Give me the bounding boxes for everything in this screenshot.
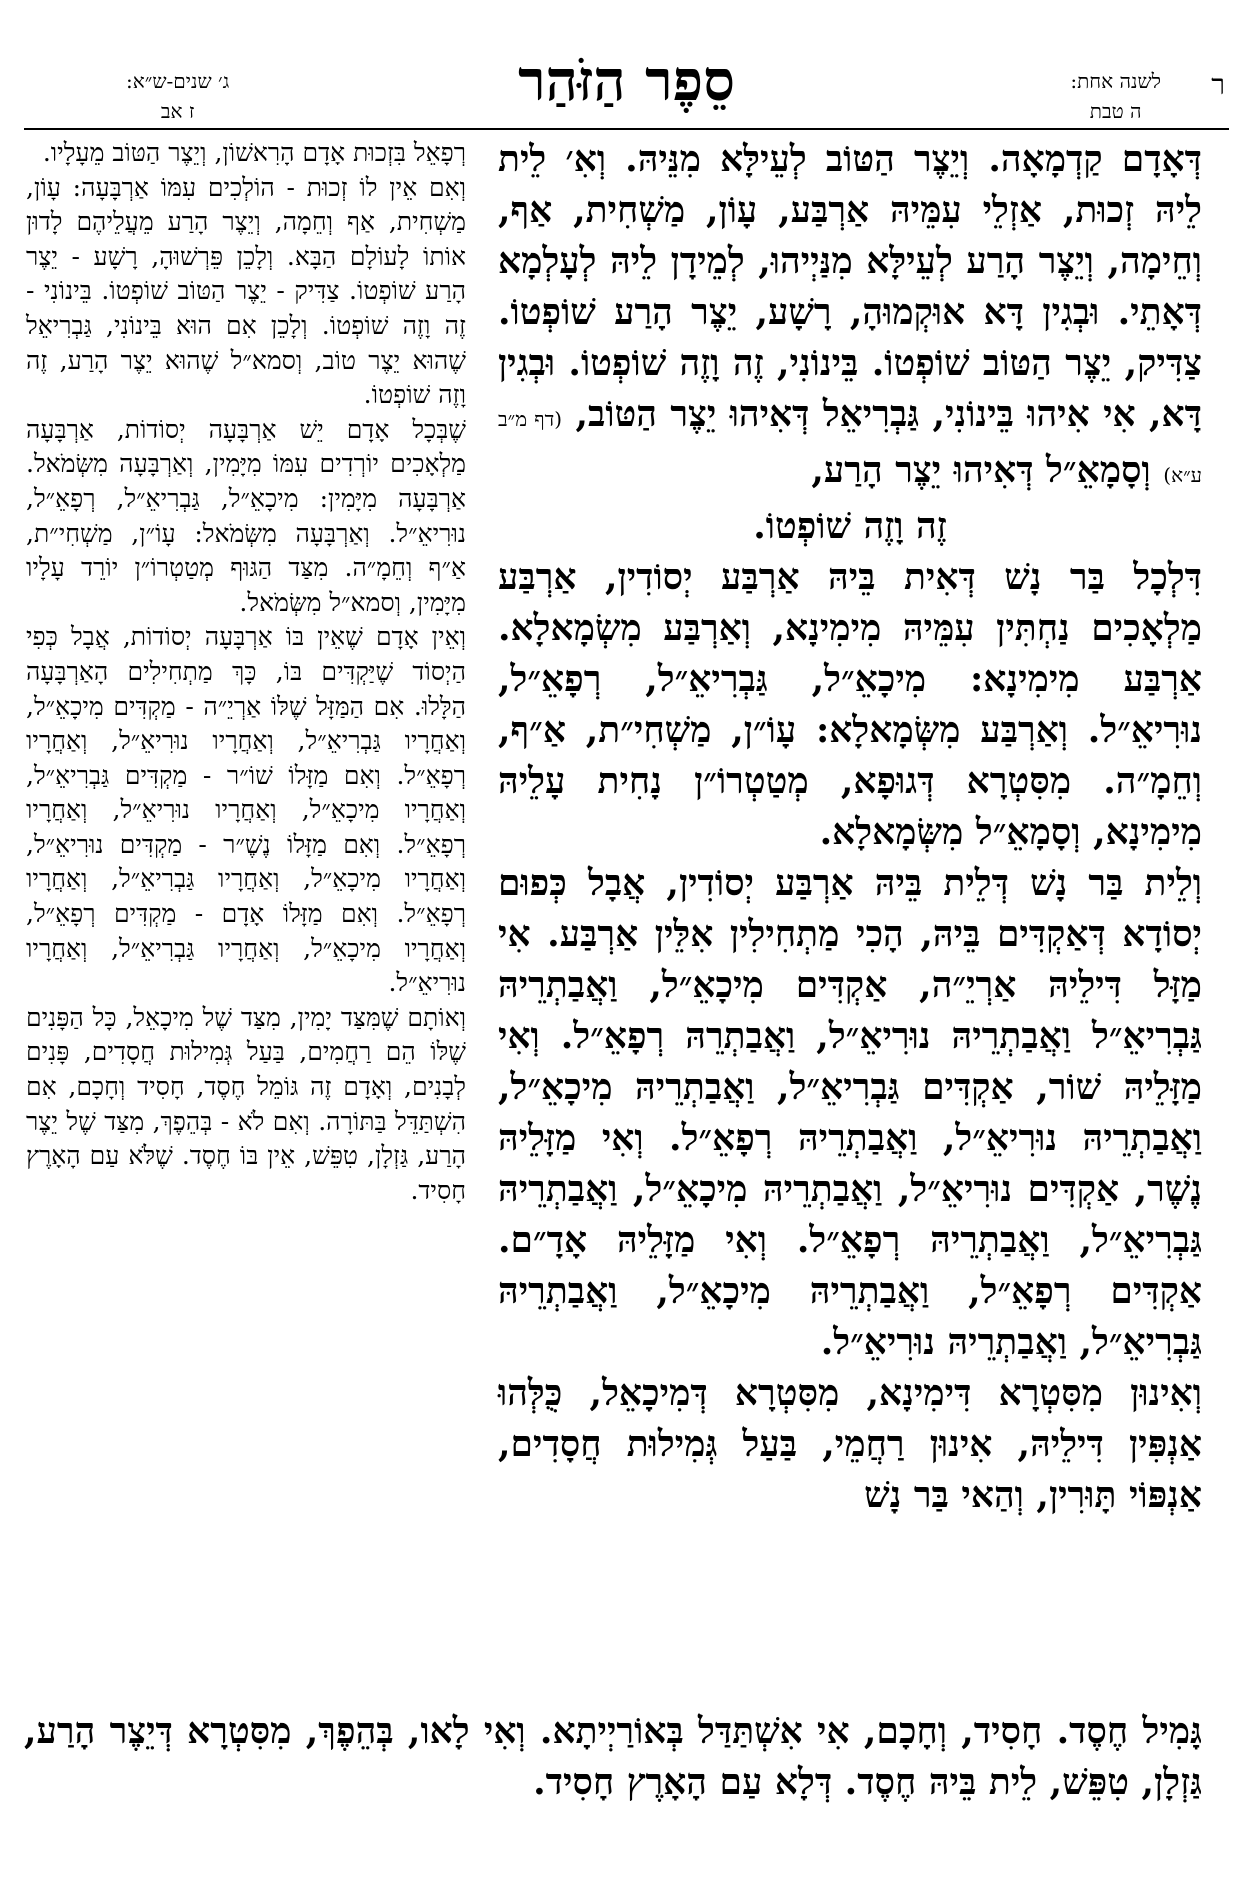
bottom-full-width-text xyxy=(24,1706,1202,1808)
aramaic-text-column xyxy=(498,134,1202,1521)
hebrew-translation-column xyxy=(26,136,466,1208)
schedule-date: ז אב xyxy=(160,99,195,123)
schedule-label: לשנה אחת: xyxy=(1070,69,1161,93)
main-paragraph: וְאִינוּן מִסִּטְרָא דִּימִינָא, מִסִּטְרָא דְּמִיכָאֵל, כֻּלְּהוּ אַנְפִּין דִּילֵיהּ, אִינוּן רַחֲמֵי, בַּעַל גְּמִילוּת חֲסָדִים, אַנְפּוֹי תָּוּרִין, וְהַאי בַּר נָשׁ xyxy=(498,1372,1202,1516)
schedule-label: ג׳ שנים-ש״א: xyxy=(126,69,230,93)
main-paragraph: דִּלְכָל בַּר נָשׁ דְּאִית בֵּיהּ אַרְבַּע יְסוֹדִין, אַרְבַּע מַלְאָכִים נַחְתִּין עִמֵּיהּ מִימִינָא, וְאַרְבַּע מִשְׂמָאלָא. אַרְבַּע מִימִינָא: מִיכָאֵ״ל, גַּבְרִיאֵ״ל, רְפָאֵ״ל, נוּרִיאֵ״ל. וְאַרְבַּע מִשְּׂמָאלָא: עָוֹ״ן, מַשְׁחִי״ת, אַ״ף, וְחֵמָ״ה. מִסִּטְרָא דְּגוּפָא, מְטַטְרוֹ״ן נָחִית עָלֵיהּ מִימִינָא, וְסָמָאֵ״ל מִשְּׂמָאלָא. xyxy=(498,556,1202,853)
page-header xyxy=(0,0,1253,123)
book-title: סֵפֶר הַזֹּהַר xyxy=(518,48,735,114)
side-paragraph: וְאוֹתָם שֶׁמִּצַּד יָמִין, מִצַּד שֶׁל מִיכָאֵל, כָּל הַפָּנִים שֶׁלּוֹ הֵם רַחֲמִים, בַּעַל גְּמִילוּת חֲסָדִים, פָּנִים לְבָנִים, וְאָדָם זֶה גּוֹמֵל חֶסֶד, חָסִיד וְחָכָם, אִם הִשְׁתַּדֵּל בַּתּוֹרָה. וְאִם לֹא - בְּהֵפֶךְ, מִצַּד שֶׁל יֵצֶר הָרַע, גַּזְלָן, טִפֵּשׁ, אֵין בּוֹ חֶסֶד. שֶׁלֹּא עַם הָאָרֶץ חָסִיד. xyxy=(26,1002,466,1205)
main-paragraph: וְלֵית בַּר נָשׁ דְּלֵית בֵּיהּ אַרְבַּע יְסוֹדִין, אֲבָל כְּפוּם יְסוֹדָא דְּאַקְדִּים בֵּיהּ, הָכִי מַתְחִילִין אִלֵּין אַרְבַּע. אִי מַזָּל דִּילֵיהּ אַרְיֵ״ה, אַקְדִּים מִיכָאֵ״ל, וַאֲבַתְרֵיהּ גַּבְרִיאֵ״ל וַאֲבַתְרֵיהּ נוּרִיאֵ״ל, וַאֲבַתְרֵהּ רְפָאֵ״ל. וְאִי מַזָּלֵיהּ שׁוֹר, אַקְדִּים גַּבְרִיאֵ״ל, וַאֲבַתְרֵיהּ מִיכָאֵ״ל, וַאֲבַתְרֵיהּ נוּרִיאֵ״ל, וַאֲבַתְרֵיהּ רְפָאֵ״ל. וְאִי מַזָּלֵיהּ נֶשֶׁר, אַקְדִּים נוּרִיאֵ״ל, וַאֲבַתְרֵיהּ מִיכָאֵ״ל, וַאֲבַתְרֵיהּ גַּבְרִיאֵ״ל, וַאֲבַתְרֵיהּ רְפָאֵ״ל. וְאִי מַזָּלֵיהּ אָדָ״ם. אַקְדִּים רְפָאֵ״ל, וַאֲבַתְרֵיהּ מִיכָאֵ״ל, וַאֲבַתְרֵיהּ גַּבְרִיאֵ״ל, וַאֲבַתְרֵיהּ נוּרִיאֵ״ל. xyxy=(498,862,1202,1363)
side-paragraph: שֶׁבְּכָל אָדָם יֵשׁ אַרְבָּעָה יְסוֹדוֹת, אַרְבָּעָה מַלְאָכִים יוֹרְדִים עִמּוֹ מִיָּמִין, וְאַרְבָּעָה מִשְּׂמֹאל. אַרְבָּעָה מִיָּמִין: מִיכָאֵ״ל, גַּבְרִיאֵ״ל, רְפָאֵ״ל, נוּרִיאֵ״ל. וְאַרְבָּעָה מִשְּׂמֹאל: עָוֹ״ן, מַשְׁחִי״ת, אַ״ף וְחֵמָ״ה. מִצַּד הַגּוּף מְטַטְרוֹ״ן יוֹרֵד עָלָיו מִיָּמִין, וְסמא״ל מִשְּׂמֹאל. xyxy=(26,414,466,617)
header-rule xyxy=(24,128,1229,130)
main-paragraph-text: וְסָמָאֵ״ל דְּאִיהוּ יֵצֶר הָרַע, xyxy=(811,449,1151,491)
side-paragraph: רְפָאֵל בִּזְכוּת אָדָם הָרִאשׁוֹן, וְיֵצֶר הַטּוֹב מֵעָלָיו. xyxy=(42,138,466,167)
page-reference: (דף מ״ב ע״א) xyxy=(498,407,1202,487)
main-paragraph xyxy=(498,134,1202,501)
side-paragraph: וְאִם אֵין לוֹ זְכוּת - הוֹלְכִים עִמּוֹ אַרְבָּעָה: עָוֹן, מַשְׁחִית, אַף וְחֵמָה, וְיֵצֶר הָרַע מֵעֲלֵיהֶם לָדוּן אוֹתוֹ לָעוֹלָם הַבָּא. וְלָכֵן פֵּרְשׁוּהָ, רָשָׁע - יֵצֶר הָרַע שׁוֹפְטוֹ. צַדִּיק - יֵצֶר הַטּוֹב שׁוֹפְטוֹ. בֵּינוֹנִי - זֶה וָזֶה שׁוֹפְטוֹ. וְלָכֵן אִם הוּא בֵּינוֹנִי, גַּבְרִיאֵל שֶׁהוּא יֵצֶר טוֹב, וְסמא״ל שֶׁהוּא יֵצֶר הָרַע, זֶה וָזֶה שׁוֹפְטוֹ. xyxy=(26,172,466,410)
page-letter: ר xyxy=(1211,68,1225,101)
main-paragraph-last-line: זֶה וָזֶה שׁוֹפְטוֹ. xyxy=(753,505,947,547)
reading-schedule-three-years xyxy=(126,66,229,126)
schedule-date: ה טבת xyxy=(1089,99,1142,123)
side-paragraph: וְאֵין אָדָם שֶׁאֵין בּוֹ אַרְבָּעָה יְסוֹדוֹת, אֲבָל כְּפִי הַיְסוֹד שֶׁיַּקְדִּים בּוֹ, כָּךְ מַתְחִילִים הָאַרְבָּעָה הַלָּלוּ. אִם הַמַּזָּל שֶׁלּוֹ אַרְיֵ״ה - מַקְדִּים מִיכָאֵ״ל, וְאַחֲרָיו גַּבְרִיאֵ״ל, וְאַחֲרָיו נוּרִיאֵ״ל, וְאַחֲרָיו רְפָאֵ״ל. וְאִם מַזָּלוֹ שׁוֹ״ר - מַקְדִּים גַּבְרִיאֵ״ל, וְאַחֲרָיו מִיכָאֵ״ל, וְאַחֲרָיו נוּרִיאֵ״ל, וְאַחֲרָיו רְפָאֵ״ל. וְאִם מַזָּלוֹ נֶשֶׁ״ר - מַקְדִּים נוּרִיאֵ״ל, וְאַחֲרָיו מִיכָאֵ״ל, וְאַחֲרָיו גַּבְרִיאֵ״ל, וְאַחֲרָיו רְפָאֵ״ל. וְאִם מַזָּלוֹ אָדָם - מַקְדִּים רְפָאֵ״ל, וְאַחֲרָיו מִיכָאֵ״ל, וְאַחֲרָיו גַּבְרִיאֵ״ל, וְאַחֲרָיו נוּרִיאֵ״ל. xyxy=(26,622,466,998)
bottom-paragraph: גָּמִיל חֶסֶד. חָסִיד, וְחָכָם, אִי אִשְׁתַּדַּל בְּאוֹרַיְיתָא. וְאִי לָאו, בְּהֵפֶךְ, מִסִּטְרָא דְּיֵצֶר הָרַע, גַּזְלָן, טִפֵּשׁ, לֵית בֵּיהּ חֶסֶד. דְּלָא עַם הָאָרֶץ חָסִיד. xyxy=(24,1710,1202,1803)
main-paragraph-text: דְּאָדָם קַדְמָאָה. וְיֵצֶר הַטּוֹב לְעֵילָּא מִנֵּיהּ. וְאִ׳ לֵית לֵיהּ זְכוּת, אַזְלֵי עִמֵּיהּ אַרְבַּע, עָוֹן, מַשְׁחִית, אַף, וְחֵימָה, וְיֵצֶר הָרַע לְעֵילָּא מִנַּיְיהוּ, לְמֵידָן לֵיהּ לְעָלְמָא דְּאָתֵי. וּבְגִין דָּא אוּקְמוּהָ, רָשָׁע, יֵצֶר הָרַע שׁוֹפְטוֹ. צַדִּיק, יֵצֶר הַטּוֹב שׁוֹפְטוֹ. בֵּינוֹנִי, זֶה וָזֶה שׁוֹפְטוֹ. וּבְגִין דָּא, אִי אִיהוּ בֵּינוֹנִי, גַּבְרִיאֵל דְּאִיהוּ יֵצֶר הַטּוֹב, xyxy=(498,138,1202,435)
